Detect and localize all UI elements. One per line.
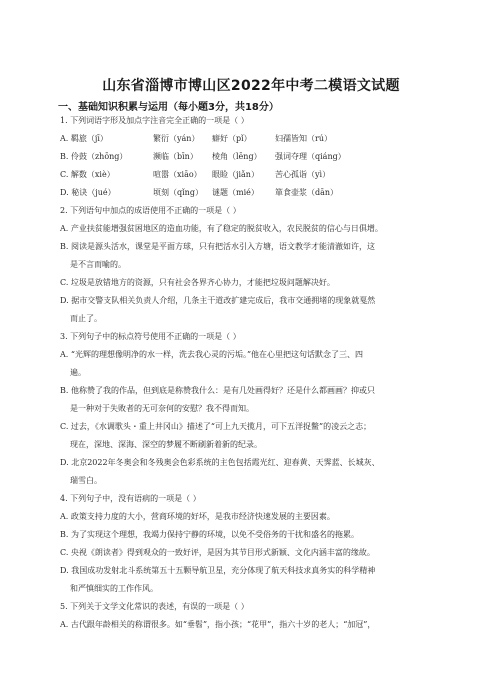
q3-line: B. 他称赞了我的作品，但到底是称赞我什么：是有几处画得好？还是什么都画画？抑或只 <box>60 386 375 395</box>
q1-a-1: A. 羁旅（jī） <box>60 134 108 143</box>
q1-a-4: 妇孺皆知（rú） <box>275 134 332 143</box>
q1-d-2: 顷刻（qǐng） <box>153 188 203 197</box>
q4-line: B. 为了实现这个理想，我竭力保持宁静的环境，以免不受俗务的干扰和盛名的拖累。 <box>60 530 359 539</box>
q1-b-1: B. 伶鼓（zhōng） <box>60 152 128 161</box>
q1-option-a <box>60 134 460 144</box>
q1-option-d <box>60 188 460 198</box>
q4-line: D. 我国成功发射北斗系统第五十五颗导航卫星，充分体现了航天科技求真务实的科学精神 <box>60 566 376 575</box>
q2-line: C. 垃圾是放错地方的资源，只有社会各界齐心协力，才能把垃圾问题解决好。 <box>60 278 335 287</box>
section-heading: 一、基础知识积累与运用（每小题3分，共18分） <box>58 102 279 113</box>
q1-d-1: D. 秘诀（jué） <box>60 188 116 197</box>
q1-d-4: 箪食壶浆（dān） <box>275 188 339 197</box>
q1-d-3: 谜题（mié） <box>212 188 259 197</box>
q3-line: 瑞雪白。 <box>70 476 102 485</box>
q1-option-c <box>60 170 460 180</box>
q1-c-1: C. 解数（xiè） <box>60 170 115 179</box>
q2-line: B. 阅读是源头活水，课堂是平面方球，只有把活水引入方塘，语文教学才能清澈如许，这 <box>60 242 375 251</box>
q4-line: C. 央视《朗读者》得到观众的一致好评，是因为其节目形式新颖、文化内涵丰富的缘故。 <box>60 548 375 557</box>
q3-line: A. “光辉的理想像明净的水一样，洗去我心灵的污垢。”他在心里把这句话默念了三、四 <box>60 350 364 359</box>
q1-c-2: 喧嚣（xiāo） <box>153 170 202 179</box>
page-title: 山东省淄博市博山区2022年中考二模语文试题 <box>102 78 400 94</box>
q2-line: D. 据市交警支队相关负责人介绍，几条主干道改扩建完成后，我市交通拥堵的现象就戛然 <box>60 296 376 305</box>
q3-stem: 3. 下列句子中的标点符号使用不正确的一项是（ ） <box>60 332 241 341</box>
q1-c-3: 眼睑（jiǎn） <box>212 170 259 179</box>
q1-a-2: 繁衍（yán） <box>153 134 200 143</box>
q5-line: A. 古代跟年龄相关的称谓很多。如“垂髫”，指小孩；“花甲”，指六十岁的老人；“加冠”， <box>60 620 376 629</box>
q1-stem: 1. 下列词语字形及加点字注音完全正确的一项是（ ） <box>60 116 249 125</box>
q2-line: 是不言而喻的。 <box>70 260 126 269</box>
q1-a-3: 癖好（pǐ） <box>212 134 252 143</box>
q3-line: D. 北京2022年冬奥会和冬残奥会色彩系统的主色包括霞光红、迎春黄、天霁蓝、长城灰、 <box>60 458 380 467</box>
q1-b-3: 棱角（lēng） <box>212 152 262 161</box>
q4-line: A. 政策支持力度的大小，营商环境的好坏，是我市经济快速发展的主要因素。 <box>60 512 335 521</box>
q1-b-2: 濒临（bīn） <box>153 152 198 161</box>
q3-line: 遍。 <box>70 368 86 377</box>
q4-stem: 4. 下列句子中，没有语病的一项是（ ） <box>60 494 201 503</box>
q2-stem: 2. 下列语句中加点的成语使用不正确的一项是（ ） <box>60 206 241 215</box>
q3-line: 是一种对于失败者的无可奈何的安慰？我不得而知。 <box>70 404 254 413</box>
q3-line: 现在，深地、深海、深空的梦履不断刷新着新的纪录。 <box>70 440 262 449</box>
q2-line: 而止了。 <box>70 314 102 323</box>
q5-stem: 5. 下列关于文学文化常识的表述，有误的一项是（ ） <box>60 602 249 611</box>
q1-option-b <box>60 152 460 162</box>
q1-c-4: 苦心孤诣（yì） <box>275 170 331 179</box>
q2-line: A. 产业扶贫能增强贫困地区的造血功能，有了稳定的脱贫收入，农民脱贫的信心与日俱增。 <box>60 224 383 233</box>
q4-line: 和严慎细实的工作作风。 <box>70 584 158 593</box>
q1-b-4: 强词夺理（qiáng） <box>275 152 346 161</box>
q3-line: C. 过去，《水调歌头・重上井冈山》描述了“可上九天揽月，可下五洋捉鳖”的凌云之志； <box>60 422 372 431</box>
